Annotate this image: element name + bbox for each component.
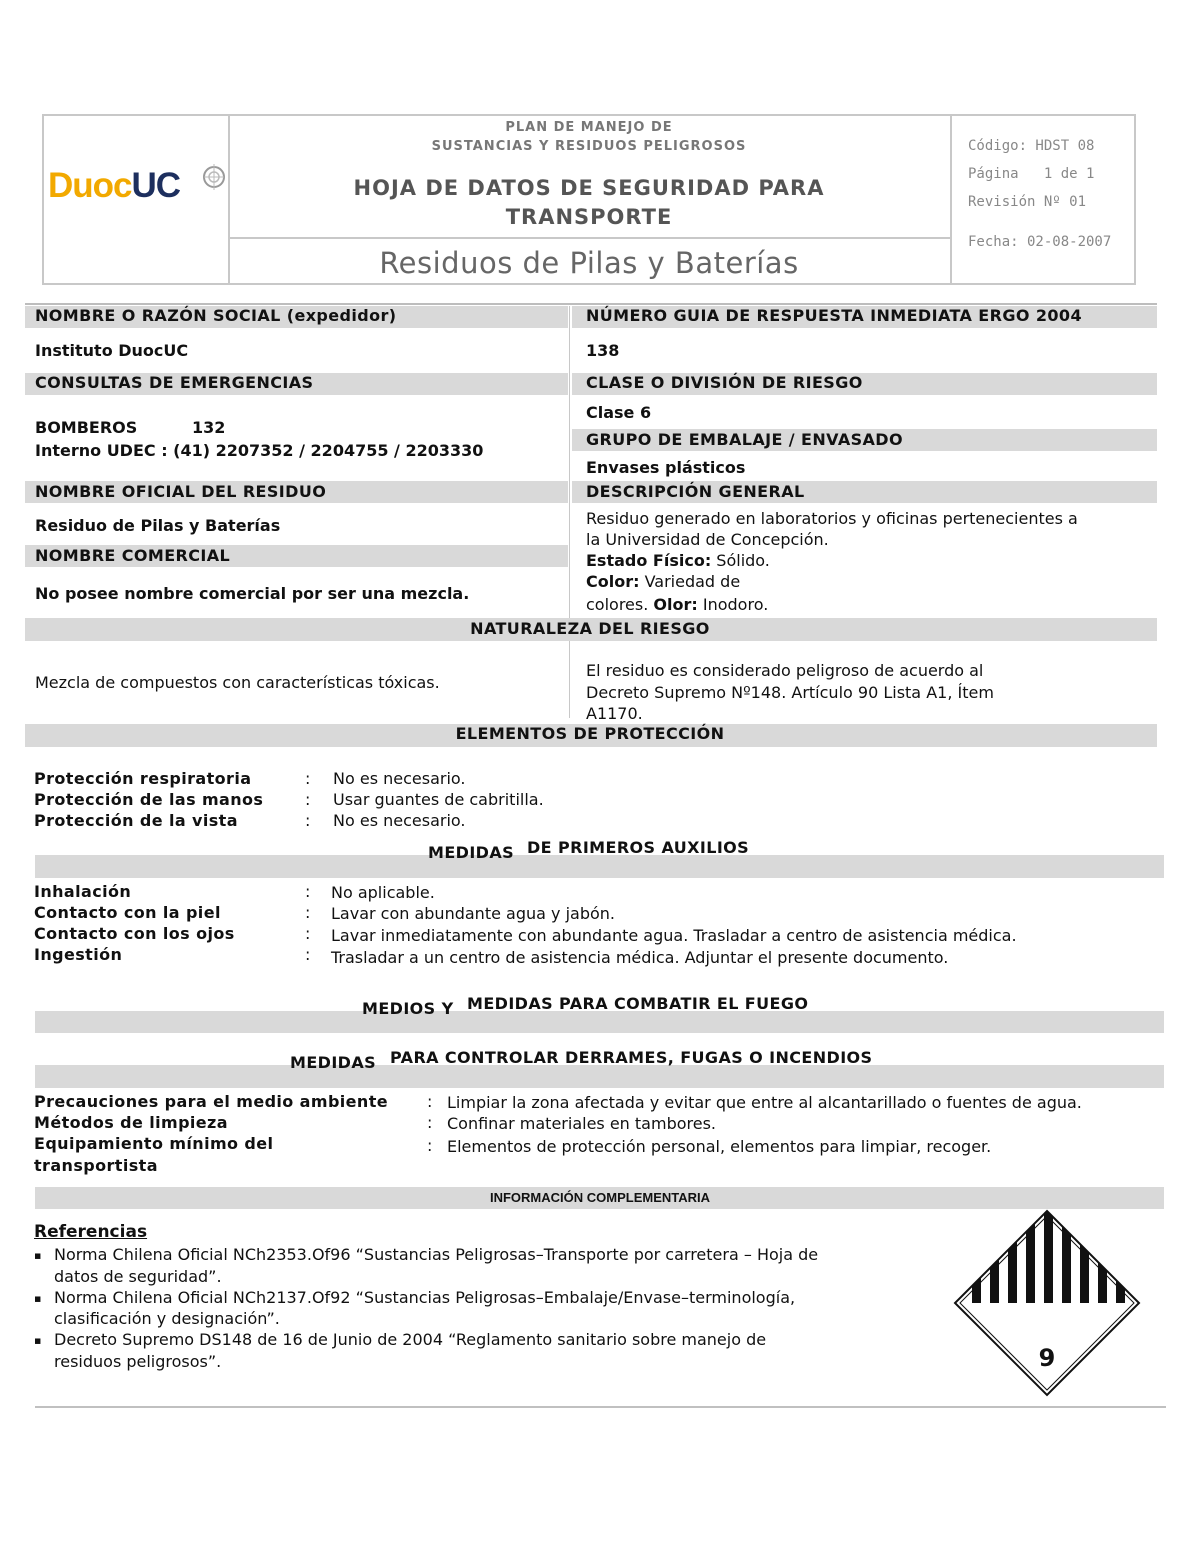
oficial-label: NOMBRE OFICIAL DEL RESIDUO — [35, 482, 327, 501]
guia-label: NÚMERO GUIA DE RESPUESTA INMEDIATA ERGO 2004 — [586, 306, 1082, 325]
auxilios-colon: : — [305, 903, 311, 922]
bullet-icon: ▪ — [34, 1334, 42, 1347]
proteccion-colon: : — [305, 769, 311, 788]
auxilios-value-inhalacion: No aplicable. — [331, 883, 435, 902]
estado-fisico: Estado Físico: Sólido. — [586, 551, 770, 570]
desc-line-1: Residuo generado en laboratorios y oficinas pertenecientes a — [586, 509, 1078, 528]
naturaleza-right-3: A1170. — [586, 704, 643, 723]
fuego-title-a: MEDIOS Y — [362, 999, 454, 1018]
ref-1-line-2: datos de seguridad”. — [54, 1267, 222, 1286]
document-title: HOJA DE DATOS DE SEGURIDAD PARA TRANSPORTE — [353, 176, 825, 229]
auxilios-label-ingestion: Ingestión — [34, 945, 123, 964]
duocuc-logo: DuocUC — [48, 166, 181, 205]
logo-cell — [44, 116, 230, 283]
clase-value: Clase 6 — [586, 403, 652, 422]
proteccion-colon: : — [305, 790, 311, 809]
ref-2-line-1: Norma Chilena Oficial NCh2137.Of92 “Sustancias Peligrosas–Embalaje/Envase–terminología, — [54, 1288, 796, 1307]
complementaria-title: INFORMACIÓN COMPLEMENTARIA — [489, 1190, 711, 1205]
header-title-cell — [228, 116, 952, 283]
derrames-label-equipamiento: Equipamiento mínimo del — [34, 1134, 274, 1153]
proteccion-value-vista: No es necesario. — [333, 811, 466, 830]
bullet-icon: ▪ — [34, 1292, 42, 1305]
pagina: Página 1 de 1 — [968, 166, 1095, 182]
footer-line — [35, 1406, 1166, 1408]
auxilios-label-piel: Contacto con la piel — [34, 903, 221, 922]
olor: colores. Olor: Inodoro. — [586, 595, 769, 614]
referencias-heading: Referencias — [34, 1222, 148, 1242]
auxilios-value-ingestion: Trasladar a un centro de asistencia médica. Adjuntar el presente documento. — [331, 948, 949, 967]
ref-3-line-1: Decreto Supremo DS148 de 16 de Junio de 2004 “Reglamento sanitario sobre manejo de — [54, 1330, 767, 1349]
proteccion-value-respiratoria: No es necesario. — [333, 769, 466, 788]
primeros-auxilios-title-a: MEDIDAS — [428, 843, 515, 862]
proteccion-colon: : — [305, 811, 311, 830]
naturaleza-left: Mezcla de compuestos con características tóxicas. — [35, 673, 440, 692]
derrames-value-equipamiento: Elementos de protección personal, elementos para limpiar, recoger. — [447, 1137, 992, 1156]
bullet-icon: ▪ — [34, 1249, 42, 1262]
proteccion-label-respiratoria: Protección respiratoria — [34, 769, 252, 788]
grupo-value: Envases plásticos — [586, 458, 746, 477]
auxilios-colon: : — [305, 945, 311, 964]
auxilios-label-inhalacion: Inhalación — [34, 882, 132, 901]
fecha: Fecha: 02-08-2007 — [968, 234, 1112, 250]
seal-icon — [202, 160, 226, 194]
bomberos-value: 132 — [192, 418, 226, 437]
plan-line-1: PLAN DE MANEJO DE — [505, 120, 673, 135]
naturaleza-right-2: Decreto Supremo Nº148. Artículo 90 Lista A1, Ítem — [586, 683, 994, 702]
comercial-value: No posee nombre comercial por ser una mezcla. — [35, 584, 470, 603]
proteccion-label-vista: Protección de la vista — [34, 811, 238, 830]
interno-udec: Interno UDEC : (41) 2207352 / 2204755 / 2203330 — [35, 441, 484, 460]
plan-line-2: SUSTANCIAS Y RESIDUOS PELIGROSOS — [431, 139, 747, 154]
grid-divider — [569, 306, 570, 718]
hazard-class-number: 9 — [1038, 1344, 1056, 1372]
band-primeros-auxilios — [35, 855, 1164, 878]
band-fuego — [35, 1011, 1164, 1033]
derrames-value-limpieza: Confinar materiales en tambores. — [447, 1114, 717, 1133]
derrames-label-transportista: transportista — [34, 1156, 158, 1175]
bomberos-label: BOMBEROS — [35, 418, 138, 437]
oficial-value: Residuo de Pilas y Baterías — [35, 516, 281, 535]
auxilios-value-piel: Lavar con abundante agua y jabón. — [331, 904, 615, 923]
ref-3-line-2: residuos peligrosos”. — [54, 1352, 222, 1371]
desc-line-2: la Universidad de Concepción. — [586, 530, 829, 549]
ref-2-line-2: clasificación y designación”. — [54, 1309, 280, 1328]
fuego-title-b: MEDIDAS PARA COMBATIR EL FUEGO — [467, 994, 809, 1013]
ref-1-line-1: Norma Chilena Oficial NCh2353.Of96 “Sustancias Peligrosas–Transporte por carretera – Hoja de — [54, 1245, 819, 1264]
auxilios-value-ojos: Lavar inmediatamente con abundante agua. Trasladar a centro de asistencia médica. — [331, 926, 1017, 945]
band-derrames — [35, 1065, 1164, 1088]
primeros-auxilios-title-b: DE PRIMEROS AUXILIOS — [527, 838, 750, 857]
nombre-label: NOMBRE O RAZÓN SOCIAL (expedidor) — [35, 306, 397, 325]
derrames-title-b: PARA CONTROLAR DERRAMES, FUGAS O INCENDIOS — [390, 1048, 873, 1067]
derrames-colon: : — [427, 1113, 433, 1132]
consultas-label: CONSULTAS DE EMERGENCIAS — [35, 373, 314, 392]
derrames-colon: : — [427, 1136, 433, 1155]
auxilios-colon: : — [305, 924, 311, 943]
derrames-label-precauciones: Precauciones para el medio ambiente — [34, 1092, 389, 1111]
clase-label: CLASE O DIVISIÓN DE RIESGO — [586, 373, 863, 392]
derrames-value-precauciones: Limpiar la zona afectada y evitar que entre al alcantarillado o fuentes de agua. — [447, 1093, 1082, 1112]
nombre-value: Instituto DuocUC — [35, 341, 189, 360]
auxilios-colon: : — [305, 882, 311, 901]
proteccion-title: ELEMENTOS DE PROTECCIÓN — [455, 724, 725, 743]
derrames-title-a: MEDIDAS — [290, 1053, 377, 1072]
color: Color: Variedad de — [586, 572, 741, 591]
codigo: Código: HDST 08 — [968, 138, 1095, 154]
revision: Revisión Nº 01 — [968, 194, 1087, 210]
descripcion-label: DESCRIPCIÓN GENERAL — [586, 482, 805, 501]
document-subtitle: Residuos de Pilas y Baterías — [379, 246, 799, 280]
naturaleza-right-1: El residuo es considerado peligroso de acuerdo al — [586, 661, 984, 680]
guia-value: 138 — [586, 341, 620, 360]
comercial-label: NOMBRE COMERCIAL — [35, 546, 231, 565]
document-header — [42, 114, 1136, 285]
grupo-label: GRUPO DE EMBALAJE / ENVASADO — [586, 430, 903, 449]
naturaleza-title: NATURALEZA DEL RIESGO — [470, 619, 710, 638]
auxilios-label-ojos: Contacto con los ojos — [34, 924, 235, 943]
hazard-class-9-icon — [952, 1208, 1142, 1398]
derrames-label-limpieza: Métodos de limpieza — [34, 1113, 228, 1132]
proteccion-value-manos: Usar guantes de cabritilla. — [333, 790, 544, 809]
header-divider — [228, 237, 950, 239]
header-meta-cell — [950, 116, 1134, 283]
derrames-colon: : — [427, 1092, 433, 1111]
proteccion-label-manos: Protección de las manos — [34, 790, 264, 809]
grid-top-line — [25, 303, 1157, 305]
